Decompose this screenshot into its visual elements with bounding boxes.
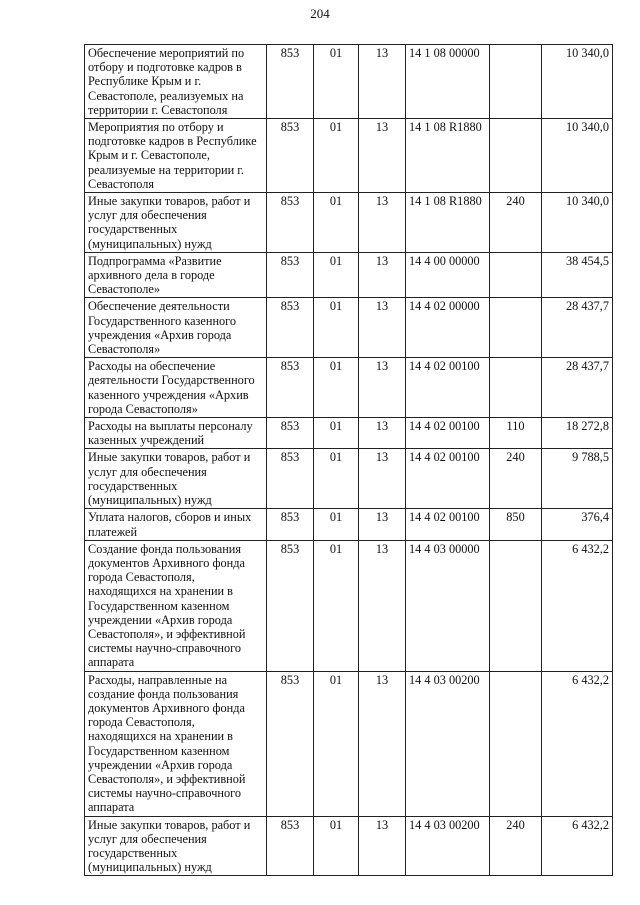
row-name-cell: Расходы, направленные на создание фонда пользования документов Архивного фонда города Севастополя, находящихся на хранении в Государственном казенном учреждении «Архив города Севастополя», и эффективной системы научно-справочного аппарата [85, 671, 267, 816]
target-article-cell: 14 1 08 R1880 [406, 193, 490, 253]
row-name-cell: Обеспечение мероприятий по отбору и подготовке кадров в Республике Крым и г. Севастополе, реализуемых на территории г. Севастополя [85, 45, 267, 119]
row-name-cell: Мероприятия по отбору и подготовке кадров в Республике Крым и г. Севастополе, реализуемые на территории г. Севастополя [85, 119, 267, 193]
amount-cell: 376,4 [542, 509, 613, 540]
table-row [85, 298, 613, 358]
table-row [85, 252, 613, 298]
subsection-code-cell: 13 [359, 45, 406, 119]
table-row [85, 418, 613, 449]
target-article-cell: 14 1 08 00000 [406, 45, 490, 119]
target-article-cell: 14 4 02 00100 [406, 509, 490, 540]
expense-type-cell: 240 [490, 816, 542, 876]
row-name-cell: Иные закупки товаров, работ и услуг для обеспечения государственных (муниципальных) нужд [85, 816, 267, 876]
expense-type-cell [490, 358, 542, 418]
section-code-cell: 01 [314, 119, 359, 193]
expense-type-cell: 110 [490, 418, 542, 449]
budget-table [84, 44, 613, 876]
expense-type-cell [490, 45, 542, 119]
amount-cell: 6 432,2 [542, 816, 613, 876]
admin-code-cell: 853 [267, 509, 314, 540]
admin-code-cell: 853 [267, 418, 314, 449]
target-article-cell: 14 4 00 00000 [406, 252, 490, 298]
subsection-code-cell: 13 [359, 298, 406, 358]
section-code-cell: 01 [314, 449, 359, 509]
expense-type-cell: 240 [490, 193, 542, 253]
target-article-cell: 14 4 02 00100 [406, 418, 490, 449]
admin-code-cell: 853 [267, 671, 314, 816]
amount-cell: 28 437,7 [542, 298, 613, 358]
expense-type-cell: 240 [490, 449, 542, 509]
row-name-cell: Расходы на обеспечение деятельности Государственного казенного учреждения «Архив города Севастополя» [85, 358, 267, 418]
table-row [85, 449, 613, 509]
table-row [85, 671, 613, 816]
subsection-code-cell: 13 [359, 418, 406, 449]
section-code-cell: 01 [314, 358, 359, 418]
amount-cell: 10 340,0 [542, 193, 613, 253]
table-row [85, 509, 613, 540]
subsection-code-cell: 13 [359, 816, 406, 876]
row-name-cell: Обеспечение деятельности Государственного казенного учреждения «Архив города Севастополя» [85, 298, 267, 358]
section-code-cell: 01 [314, 193, 359, 253]
section-code-cell: 01 [314, 298, 359, 358]
expense-type-cell [490, 119, 542, 193]
subsection-code-cell: 13 [359, 358, 406, 418]
table-row [85, 119, 613, 193]
admin-code-cell: 853 [267, 45, 314, 119]
table-row [85, 816, 613, 876]
row-name-cell: Создание фонда пользования документов Архивного фонда города Севастополя, находящихся на хранении в Государственном казенном учреждении «Архив города Севастополя», и эффективной системы научно-справочного аппарата [85, 540, 267, 671]
admin-code-cell: 853 [267, 119, 314, 193]
subsection-code-cell: 13 [359, 540, 406, 671]
row-name-cell: Подпрограмма «Развитие архивного дела в городе Севастополе» [85, 252, 267, 298]
section-code-cell: 01 [314, 816, 359, 876]
row-name-cell: Уплата налогов, сборов и иных платежей [85, 509, 267, 540]
target-article-cell: 14 4 02 00000 [406, 298, 490, 358]
amount-cell: 10 340,0 [542, 45, 613, 119]
table-row [85, 45, 613, 119]
subsection-code-cell: 13 [359, 119, 406, 193]
subsection-code-cell: 13 [359, 193, 406, 253]
amount-cell: 6 432,2 [542, 540, 613, 671]
row-name-cell: Иные закупки товаров, работ и услуг для обеспечения государственных (муниципальных) нужд [85, 449, 267, 509]
table-row [85, 540, 613, 671]
amount-cell: 18 272,8 [542, 418, 613, 449]
row-name-cell: Расходы на выплаты персоналу казенных учреждений [85, 418, 267, 449]
expense-type-cell: 850 [490, 509, 542, 540]
admin-code-cell: 853 [267, 540, 314, 671]
amount-cell: 10 340,0 [542, 119, 613, 193]
row-name-cell: Иные закупки товаров, работ и услуг для обеспечения государственных (муниципальных) нужд [85, 193, 267, 253]
table-row [85, 358, 613, 418]
section-code-cell: 01 [314, 540, 359, 671]
target-article-cell: 14 1 08 R1880 [406, 119, 490, 193]
target-article-cell: 14 4 03 00200 [406, 671, 490, 816]
subsection-code-cell: 13 [359, 449, 406, 509]
target-article-cell: 14 4 02 00100 [406, 449, 490, 509]
admin-code-cell: 853 [267, 449, 314, 509]
amount-cell: 9 788,5 [542, 449, 613, 509]
amount-cell: 6 432,2 [542, 671, 613, 816]
section-code-cell: 01 [314, 45, 359, 119]
subsection-code-cell: 13 [359, 252, 406, 298]
expense-type-cell [490, 671, 542, 816]
section-code-cell: 01 [314, 252, 359, 298]
section-code-cell: 01 [314, 671, 359, 816]
target-article-cell: 14 4 03 00200 [406, 816, 490, 876]
amount-cell: 38 454,5 [542, 252, 613, 298]
target-article-cell: 14 4 02 00100 [406, 358, 490, 418]
expense-type-cell [490, 298, 542, 358]
admin-code-cell: 853 [267, 298, 314, 358]
expense-type-cell [490, 252, 542, 298]
admin-code-cell: 853 [267, 193, 314, 253]
admin-code-cell: 853 [267, 358, 314, 418]
table-row [85, 193, 613, 253]
admin-code-cell: 853 [267, 816, 314, 876]
amount-cell: 28 437,7 [542, 358, 613, 418]
admin-code-cell: 853 [267, 252, 314, 298]
subsection-code-cell: 13 [359, 509, 406, 540]
target-article-cell: 14 4 03 00000 [406, 540, 490, 671]
subsection-code-cell: 13 [359, 671, 406, 816]
expense-type-cell [490, 540, 542, 671]
page-number: 204 [310, 6, 330, 21]
section-code-cell: 01 [314, 418, 359, 449]
section-code-cell: 01 [314, 509, 359, 540]
